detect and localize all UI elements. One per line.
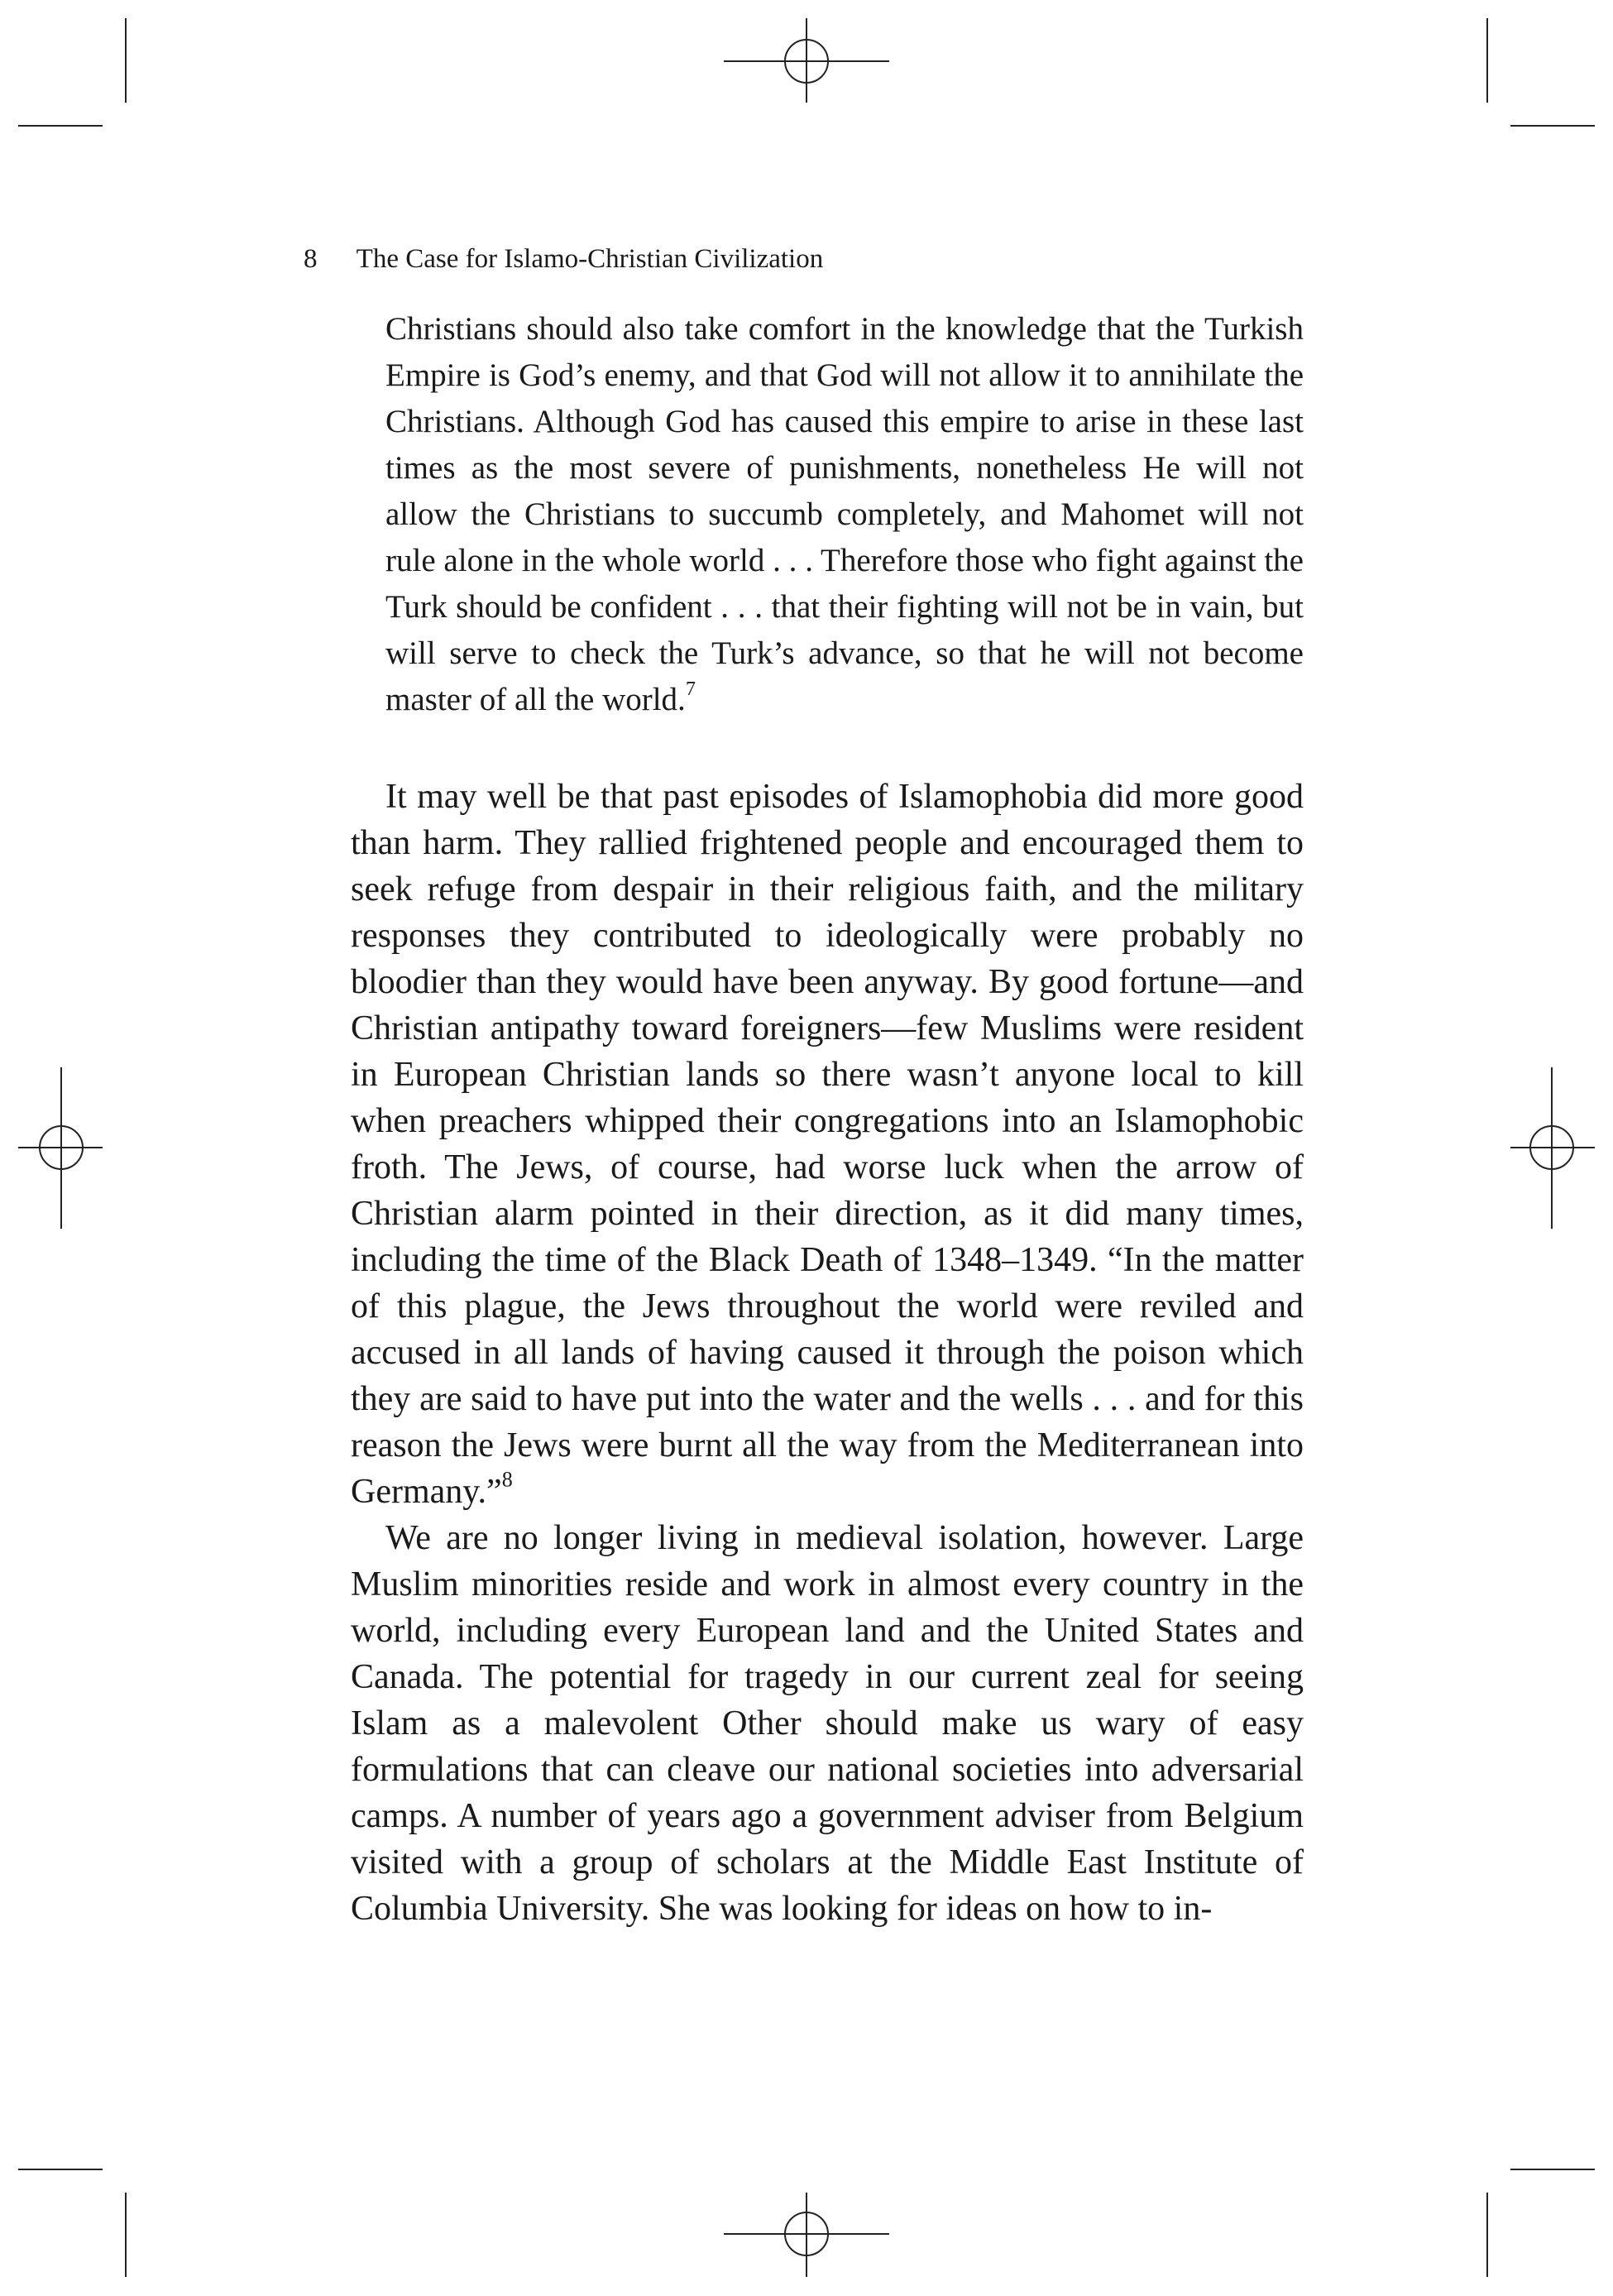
page-number: 8: [304, 244, 318, 274]
crop-mark-bottom-right: [1487, 2169, 1595, 2277]
crop-mark-bottom-left: [18, 2169, 126, 2277]
registration-mark-right: [1510, 1067, 1595, 1229]
running-title: The Case for Islamo-Christian Civilization: [356, 244, 824, 274]
paragraph-medieval-isolation: [351, 1515, 1304, 1932]
block-quote-text: Christians should also take comfort in the knowledge that the Turkish Empire is God’s enemy, and that God will not allow it to annihilate the Christians. Although God has caused this empire to arise in these last times as the most severe of punishments, nonetheless He will not allow the Christians to succumb completely, and Mahomet will not rule alone in the whole world . . . Therefore those who fight against the Turk should be confident . . . that their fighting will not be in vain, but will serve to check the Turk’s advance, so that he will not become master of all the world.: [385, 311, 1304, 717]
footnote-marker-8: 8: [501, 1467, 513, 1492]
paragraph-text: It may well be that past episodes of Islamophobia did more good than harm. They rallied frightened people and encouraged them to seek refuge from despair in their religious faith, and the military responses they contributed to ideologically were probably no bloodier than they would have been anyway. By good fortune—and Christian antipathy toward foreigners—few Muslims were resident in European Christian lands so there wasn’t anyone local to kill when preachers whipped their congregations into an Islamophobic froth. The Jews, of course, had worse luck when the arrow of Christian alarm pointed in their direction, as it did many times, including the time of the Black Death of 1348–1349. “In the matter of this plague, the Jews throughout the world were reviled and accused in all lands of having caused it through the poison which they are said to have put into the water and the wells . . . and for this reason the Jews were burnt all the way from the Mediterranean into Germany.”: [351, 778, 1304, 1511]
crop-mark-top-left: [18, 18, 126, 126]
registration-mark-left: [18, 1067, 103, 1229]
registration-mark-top: [724, 18, 889, 103]
footnote-marker-7: 7: [685, 677, 696, 700]
crop-mark-top-right: [1487, 18, 1595, 126]
body-text: [351, 774, 1304, 1932]
paragraph-text: We are no longer living in medieval isolation, however. Large Muslim minorities reside and work in almost every country in the world, including every European land and the United States and Canada. The potential for tragedy in our current zeal for seeing Islam as a malevolent Other should make us wary of easy formulations that can cleave our national societies into adversarial camps. A number of years ago a government adviser from Belgium visited with a group of scholars at the Middle East Institute of Columbia University. She was looking for ideas on how to in-: [351, 1519, 1304, 1928]
running-head: [304, 242, 823, 276]
registration-mark-bottom: [724, 2193, 889, 2277]
block-quote: [385, 306, 1304, 723]
paragraph-islamophobia: [351, 774, 1304, 1515]
